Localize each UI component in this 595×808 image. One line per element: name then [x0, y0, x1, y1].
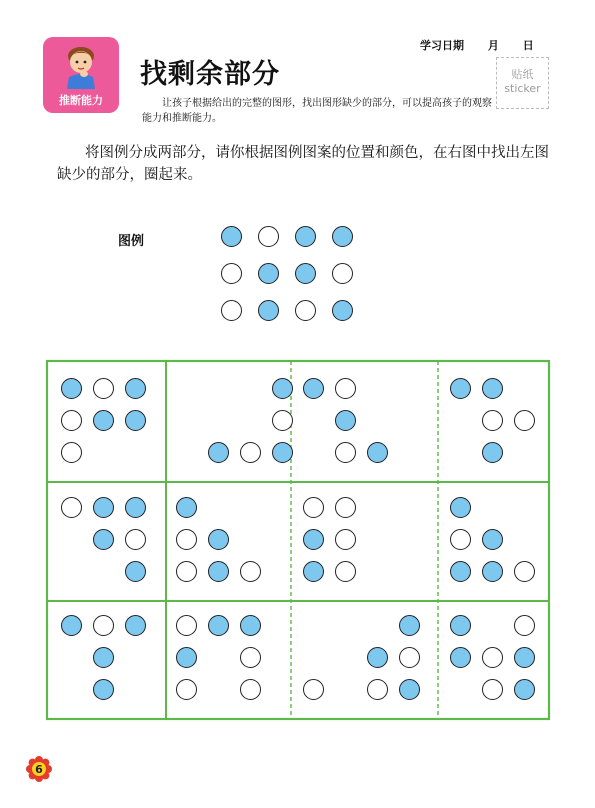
legend-dot: [258, 263, 279, 284]
partial-pattern-dot: [93, 679, 114, 700]
legend-dot: [295, 226, 316, 247]
choice-a-dot[interactable]: [176, 529, 197, 550]
choice-c-dot[interactable]: [450, 561, 471, 582]
choice-b-dot[interactable]: [335, 497, 356, 518]
sticker-label: 贴纸: [511, 68, 534, 81]
page-title: 找剩余部分: [140, 59, 280, 90]
partial-pattern-dot: [125, 529, 146, 550]
partial-pattern-dot: [125, 615, 146, 636]
choice-c-dot[interactable]: [482, 647, 503, 668]
choice-c-dot[interactable]: [514, 561, 535, 582]
choice-b-dot[interactable]: [303, 378, 324, 399]
choice-a-dot[interactable]: [208, 529, 229, 550]
choice-b-dot[interactable]: [399, 647, 420, 668]
partial-pattern-dot: [93, 497, 114, 518]
legend-dot: [332, 263, 353, 284]
choice-c-dot[interactable]: [514, 679, 535, 700]
choice-b-dot[interactable]: [303, 561, 324, 582]
legend-dot: [332, 300, 353, 321]
partial-pattern-dot: [93, 647, 114, 668]
page-number: 6: [35, 763, 43, 776]
legend-dot: [258, 226, 279, 247]
choice-b-dot[interactable]: [399, 615, 420, 636]
choice-c-dot[interactable]: [482, 561, 503, 582]
choice-b-dot[interactable]: [303, 497, 324, 518]
choice-a-dot[interactable]: [208, 615, 229, 636]
choice-c-dot[interactable]: [514, 647, 535, 668]
partial-pattern-dot: [61, 442, 82, 463]
choice-c-dot[interactable]: [482, 529, 503, 550]
choice-a-dot[interactable]: [176, 561, 197, 582]
choice-c-dot[interactable]: [450, 378, 471, 399]
legend-label: 图例: [118, 234, 145, 249]
thinking-child-icon: [61, 43, 101, 89]
partial-pattern-dot: [93, 410, 114, 431]
choice-a-dot[interactable]: [208, 561, 229, 582]
partial-pattern-dot: [61, 615, 82, 636]
choice-b-dot[interactable]: [303, 529, 324, 550]
partial-pattern-dot: [61, 378, 82, 399]
legend-dot: [295, 263, 316, 284]
partial-pattern-dot: [125, 561, 146, 582]
choice-b-dot[interactable]: [335, 378, 356, 399]
study-date: [420, 37, 540, 53]
partial-pattern-dot: [93, 615, 114, 636]
sticker-box[interactable]: [496, 57, 549, 109]
choice-c-dot[interactable]: [482, 442, 503, 463]
legend-dot: [221, 226, 242, 247]
choice-a-dot[interactable]: [176, 679, 197, 700]
choice-c-dot[interactable]: [514, 615, 535, 636]
choice-a-dot[interactable]: [272, 442, 293, 463]
page-number-flower-icon: [26, 756, 52, 782]
description: 让孩子根据给出的完整的图形，找出图形缺少的部分，可以提高孩子的观察能力和推断能力。: [142, 98, 492, 124]
choice-b-dot[interactable]: [335, 529, 356, 550]
partial-pattern-dot: [125, 410, 146, 431]
partial-pattern-dot: [61, 497, 82, 518]
partial-pattern-dot: [125, 378, 146, 399]
choice-c-dot[interactable]: [450, 647, 471, 668]
choice-a-dot[interactable]: [240, 615, 261, 636]
legend-dot: [332, 226, 353, 247]
partial-pattern-dot: [93, 378, 114, 399]
choice-a-dot[interactable]: [272, 410, 293, 431]
choice-c-dot[interactable]: [450, 529, 471, 550]
choice-b-dot[interactable]: [367, 647, 388, 668]
choice-a-dot[interactable]: [208, 442, 229, 463]
legend-dot: [295, 300, 316, 321]
partial-pattern-dot: [93, 529, 114, 550]
badge-label: 推断能力: [59, 94, 103, 107]
choice-b-dot[interactable]: [399, 679, 420, 700]
sticker-label-en: sticker: [504, 82, 541, 95]
choice-b-dot[interactable]: [367, 679, 388, 700]
choice-a-dot[interactable]: [176, 647, 197, 668]
choice-b-dot[interactable]: [335, 442, 356, 463]
partial-pattern-dot: [125, 497, 146, 518]
choice-a-dot[interactable]: [176, 615, 197, 636]
choice-a-dot[interactable]: [176, 497, 197, 518]
choice-a-dot[interactable]: [272, 378, 293, 399]
date-label: 学习日期: [420, 39, 464, 52]
choice-c-dot[interactable]: [482, 410, 503, 431]
choice-a-dot[interactable]: [240, 647, 261, 668]
choice-c-dot[interactable]: [482, 679, 503, 700]
choice-c-dot[interactable]: [450, 615, 471, 636]
partial-pattern-dot: [61, 410, 82, 431]
choice-b-dot[interactable]: [335, 410, 356, 431]
choice-c-dot[interactable]: [450, 497, 471, 518]
month-label: 月: [487, 39, 499, 52]
choice-b-dot[interactable]: [367, 442, 388, 463]
day-label: 日: [522, 39, 534, 52]
choice-a-dot[interactable]: [240, 679, 261, 700]
choice-b-dot[interactable]: [303, 679, 324, 700]
instruction-text: 将图例分成两部分，请你根据图例图案的位置和颜色，在右图中找出左图缺少的部分，圈起来。: [57, 145, 549, 183]
legend-dot: [221, 300, 242, 321]
choice-c-dot[interactable]: [514, 410, 535, 431]
choice-c-dot[interactable]: [482, 378, 503, 399]
choice-a-dot[interactable]: [240, 561, 261, 582]
legend-dot: [258, 300, 279, 321]
choice-b-dot[interactable]: [335, 561, 356, 582]
category-badge: [43, 37, 119, 113]
legend-dot: [221, 263, 242, 284]
choice-a-dot[interactable]: [240, 442, 261, 463]
